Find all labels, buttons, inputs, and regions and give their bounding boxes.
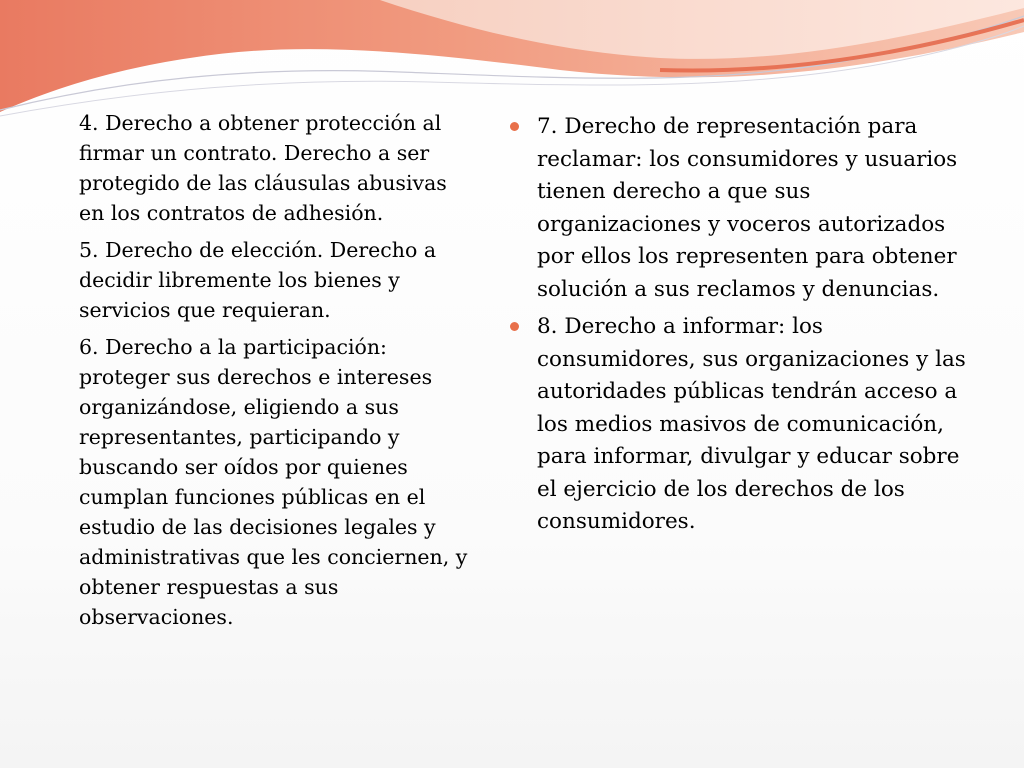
bullet-item-7: [508, 111, 970, 306]
paragraph-right-4: 4. Derecho a obtener protección al firmar un contrato. Derecho a ser protegido de las cláusulas abusivas en los contratos de adhesión.: [79, 111, 447, 225]
bullet-text-8: 8. Derecho a informar: los consumidores, sus organizaciones y las autoridades públicas tendrán acceso a los medios masivos de comunicación, para informar, divulgar y educar sobre el ejercicio de los derechos de los consumidores.: [537, 314, 966, 534]
bullet-text-7: 7. Derecho de representación para reclamar: los consumidores y usuarios tienen derecho a que sus organizaciones y voceros autorizados por ellos los representen para obtener solución a sus reclamos y denuncias.: [537, 114, 958, 302]
bullet-dot-icon: [510, 322, 519, 331]
paragraph-right-6: 6. Derecho a la participación: proteger sus derechos e intereses organizándose, eligiendo a sus representantes, participando y buscando ser oídos por quienes cumplan funciones públicas en el estudio de las decisiones legales y administrativas que les conciernen, y obtener respuestas a sus observaciones.: [79, 335, 468, 629]
bullet-dot-icon: [510, 122, 519, 131]
right-column: [508, 111, 970, 544]
bullet-item-8: [508, 311, 970, 539]
left-column: [79, 108, 471, 639]
paragraph-right-5: 5. Derecho de elección. Derecho a decidir libremente los bienes y servicios que requieran.: [79, 238, 437, 322]
